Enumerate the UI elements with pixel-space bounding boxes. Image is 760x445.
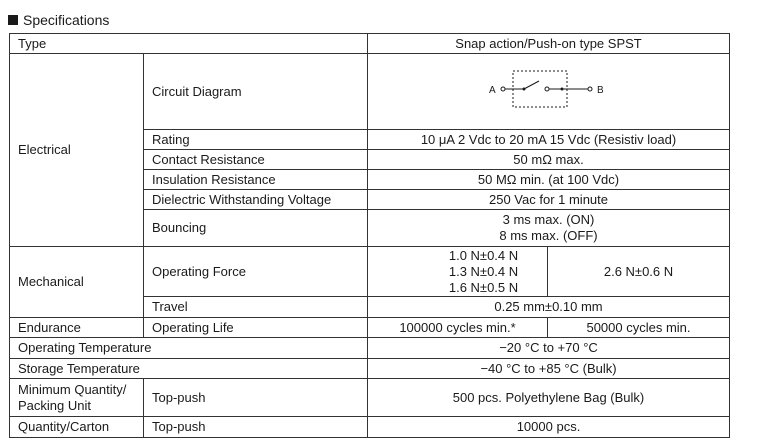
circuit-diagram-cell xyxy=(368,54,730,130)
specifications-table xyxy=(9,33,730,438)
operating-force-value-1: 1.0 N±0.4 N xyxy=(448,247,519,263)
bouncing-off-value: 8 ms max. (OFF) xyxy=(499,228,598,243)
switch-contact-arm xyxy=(524,81,539,89)
electrical-label: Electrical xyxy=(10,54,144,247)
min-quantity-label: Minimum Quantity/ Packing Unit xyxy=(10,379,144,417)
bouncing-value-cell xyxy=(368,210,730,247)
min-quantity-value: 500 pcs. Polyethylene Bag (Bulk) xyxy=(368,379,730,417)
quantity-carton-top-push: Top-push xyxy=(144,417,368,438)
dielectric-label: Dielectric Withstanding Voltage xyxy=(144,190,368,210)
circuit-diagram-label: Circuit Diagram xyxy=(144,54,368,130)
switch-contact-node xyxy=(545,87,549,91)
endurance-label: Endurance xyxy=(10,318,144,338)
operating-temperature-label: Operating Temperature xyxy=(10,338,368,359)
operating-life-label: Operating Life xyxy=(144,318,368,338)
travel-label: Travel xyxy=(144,297,368,318)
terminal-b-label: B xyxy=(596,84,604,96)
operating-force-value-right: 2.6 N±0.6 N xyxy=(548,247,730,297)
row-quantity-carton xyxy=(10,417,730,438)
operating-force-label: Operating Force xyxy=(144,247,368,297)
mechanical-label: Mechanical xyxy=(10,247,144,318)
operating-life-value-right: 50000 cycles min. xyxy=(548,318,730,338)
type-value: Snap action/Push-on type SPST xyxy=(368,34,730,54)
circuit-diagram xyxy=(484,64,614,116)
dielectric-value: 250 Vac for 1 minute xyxy=(368,190,730,210)
storage-temperature-label: Storage Temperature xyxy=(10,359,368,379)
row-circuit-diagram xyxy=(10,54,730,130)
bouncing-label: Bouncing xyxy=(144,210,368,247)
bouncing-on-value: 3 ms max. (ON) xyxy=(502,212,595,227)
row-operating-force xyxy=(10,247,730,297)
terminal-a-node xyxy=(501,87,505,91)
junction-dot xyxy=(560,87,563,90)
bullet-square-icon xyxy=(8,15,18,25)
travel-value: 0.25 mm±0.10 mm xyxy=(368,297,730,318)
section-heading xyxy=(8,12,109,28)
rating-value: 10 μA 2 Vdc to 20 mA 15 Vdc (Resistiv load) xyxy=(368,130,730,150)
insulation-resistance-label: Insulation Resistance xyxy=(144,170,368,190)
terminal-a-label: A xyxy=(488,84,496,96)
operating-force-value-3: 1.6 N±0.5 N xyxy=(448,279,519,295)
row-type xyxy=(10,34,730,54)
row-storage-temperature xyxy=(10,359,730,379)
operating-temperature-value: −20 °C to +70 °C xyxy=(368,338,730,359)
section-title: Specifications xyxy=(23,12,110,28)
row-operating-temperature xyxy=(10,338,730,359)
quantity-carton-label: Quantity/Carton xyxy=(10,417,144,438)
rating-label: Rating xyxy=(144,130,368,150)
quantity-carton-value: 10000 pcs. xyxy=(368,417,730,438)
min-quantity-top-push: Top-push xyxy=(144,379,368,417)
contact-resistance-value: 50 mΩ max. xyxy=(368,150,730,170)
operating-force-value-2: 1.3 N±0.4 N xyxy=(448,263,519,279)
storage-temperature-value: −40 °C to +85 °C (Bulk) xyxy=(368,359,730,379)
type-label: Type xyxy=(10,34,368,54)
contact-resistance-label: Contact Resistance xyxy=(144,150,368,170)
row-min-quantity xyxy=(10,379,730,417)
row-endurance xyxy=(10,318,730,338)
insulation-resistance-value: 50 MΩ min. (at 100 Vdc) xyxy=(368,170,730,190)
operating-life-value-left: 100000 cycles min.* xyxy=(368,318,548,338)
terminal-b-node xyxy=(588,87,592,91)
operating-force-values xyxy=(368,247,548,297)
